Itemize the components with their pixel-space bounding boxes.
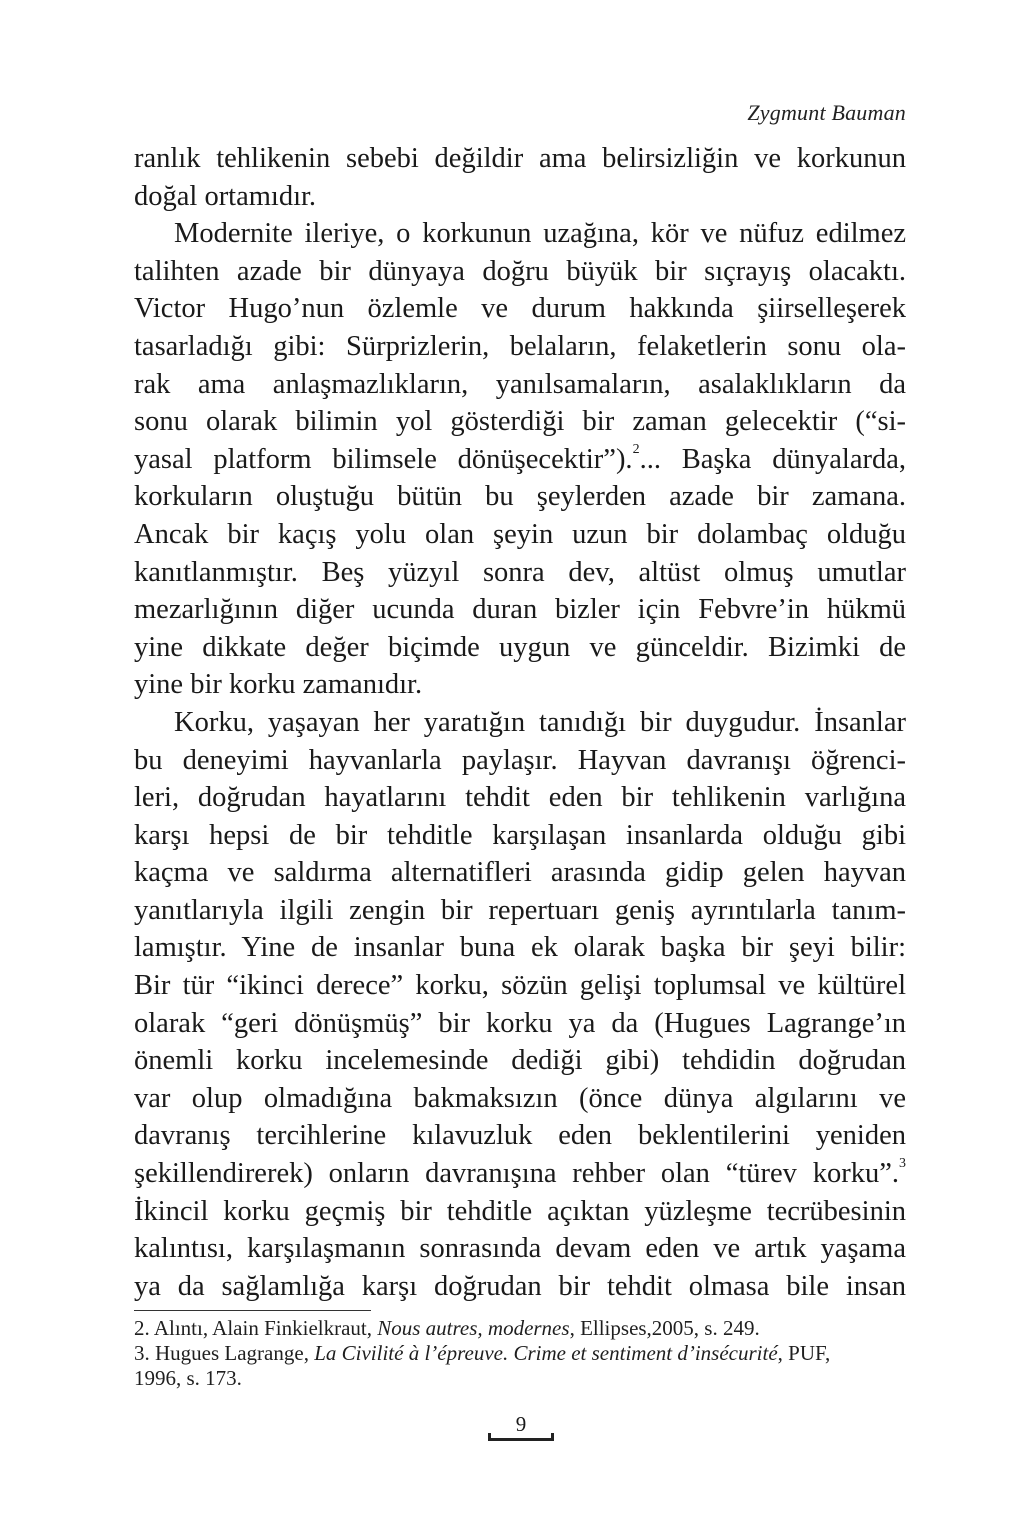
footnote-number: 3.: [134, 1341, 150, 1365]
text-line: kanıtlanmıştır. Beş yüzyıl sonra dev, altüst olmuş umutlar: [134, 556, 906, 588]
footnote-number: 2.: [134, 1316, 150, 1340]
running-header-author: Zygmunt Bauman: [747, 100, 906, 125]
footnote-ref-3[interactable]: 3: [899, 1156, 906, 1172]
text-line: davranış tercihlerine kılavuzluk eden beklentilerini yeniden: [134, 1120, 906, 1152]
text-line: kalıntısı, karşılaşmanın sonrasında devam eden ve artık yaşama: [134, 1233, 906, 1265]
footnote-separator: [134, 1310, 371, 1311]
paragraph-start-line: Korku, yaşayan her yaratığın tanıdığı bir duygudur. İnsanlar: [174, 706, 906, 738]
text-line: Victor Hugo’nun özlemle ve durum hakkında şiirselleşerek: [134, 293, 906, 325]
footnote-text: , Ellipses,2005, s. 249.: [569, 1316, 760, 1340]
text-segment: ... Başka dünyalarda,: [639, 443, 906, 475]
text-line: Ancak bir kaçış yolu olan şeyin uzun bir dolambaç olduğu: [134, 518, 906, 550]
text-line-with-footnote-ref: [134, 441, 906, 479]
text-line: önemli korku incelemesinde dediği gibi) tehdidin doğrudan: [134, 1045, 906, 1077]
text-line: korkuların oluştuğu bütün bu şeylerden azade bir zamana.: [134, 481, 906, 513]
text-line: kaçma ve saldırma alternatifleri arasında gidip gelen hayvan: [134, 857, 906, 889]
text-line: ya da sağlamlığa karşı doğrudan bir tehdit olmasa bile insan: [134, 1270, 906, 1302]
text-line: mezarlığının diğer ucunda duran bizler için Febvre’in hükmü: [134, 594, 906, 626]
text-line: lamıştır. Yine de insanlar buna ek olarak başka bir şeyi bilir:: [134, 932, 906, 964]
footnote-3-continuation: 1996, s. 173.: [134, 1366, 242, 1390]
text-line: sonu olarak bilimin yol gösterdiği bir zaman gelecektir (“si-: [134, 406, 906, 438]
text-line: bu deneyimi hayvanlarla paylaşır. Hayvan davranışı öğrenci-: [134, 744, 906, 776]
footnote-title: La Civilité à l’épreuve. Crime et sentiment d’insécurité: [314, 1341, 778, 1365]
page-number: 9: [515, 1412, 527, 1436]
footnote-2: [134, 1316, 914, 1341]
text-line: ranlık tehlikenin sebebi değildir ama belirsizliğin ve korkunun: [134, 143, 906, 174]
footnote-text: Alıntı, Alain Finkielkraut,: [149, 1316, 378, 1340]
text-line: yine dikkate değer biçimde uygun ve günceldir. Bizimki de: [134, 631, 906, 663]
page-number-rule: [488, 1438, 554, 1441]
text-line: talihten azade bir dünyaya doğru büyük bir sıçrayış olacaktı.: [134, 255, 906, 287]
text-line: olarak “geri dönüşmüş” bir korku ya da (Hugues Lagrange’ın: [134, 1007, 906, 1039]
text-line: yanıtlarıyla ilgili zengin bir repertuarı geniş ayrıntılarla tanım-: [134, 894, 906, 926]
footnotes: [134, 1316, 914, 1391]
text-line: tasarladığı gibi: Sürprizlerin, belaların, felaketlerin sonu ola-: [134, 330, 906, 362]
paragraph-start-line: Modernite ileriye, o korkunun uzağına, kör ve nüfuz edilmez: [174, 218, 906, 250]
text-line: leri, doğrudan hayatlarını tehdit eden bir tehlikenin varlığına: [134, 782, 906, 814]
text-line: İkincil korku geçmiş bir tehditle açıktan yüzleşme tecrübesinin: [134, 1195, 906, 1227]
body-text: [134, 140, 906, 1305]
footnote-text: Hugues Lagrange,: [149, 1341, 315, 1365]
text-line: yine bir korku zamanıdır.: [134, 669, 423, 701]
footnote-ref-2[interactable]: 2: [632, 441, 640, 457]
text-line: Bir tür “ikinci derece” korku, sözün gelişi toplumsal ve kültürel: [134, 970, 906, 1002]
text-line-with-footnote-ref: [134, 1155, 906, 1193]
text-line: rak ama anlaşmazlıkların, yanılsamaların, asalaklıkların da: [134, 368, 906, 400]
text-segment: yasal platform bilimsele dönüşecektir”).: [134, 443, 633, 475]
footnote-text: , PUF,: [777, 1341, 831, 1365]
text-segment: şekillendirerek) onların davranışına rehber olan “türev korku”.: [134, 1158, 899, 1190]
page-number-block: [488, 1412, 554, 1444]
footnote-3: [134, 1341, 914, 1366]
footnote-title: Nous autres, modernes: [377, 1316, 570, 1340]
text-line: doğal ortamıdır.: [134, 180, 317, 212]
text-line: karşı hepsi de bir tehditle karşılaşan insanlarda olduğu gibi: [134, 819, 906, 851]
text-line: var olup olmadığına bakmaksızın (önce dünya algılarını ve: [134, 1082, 906, 1114]
